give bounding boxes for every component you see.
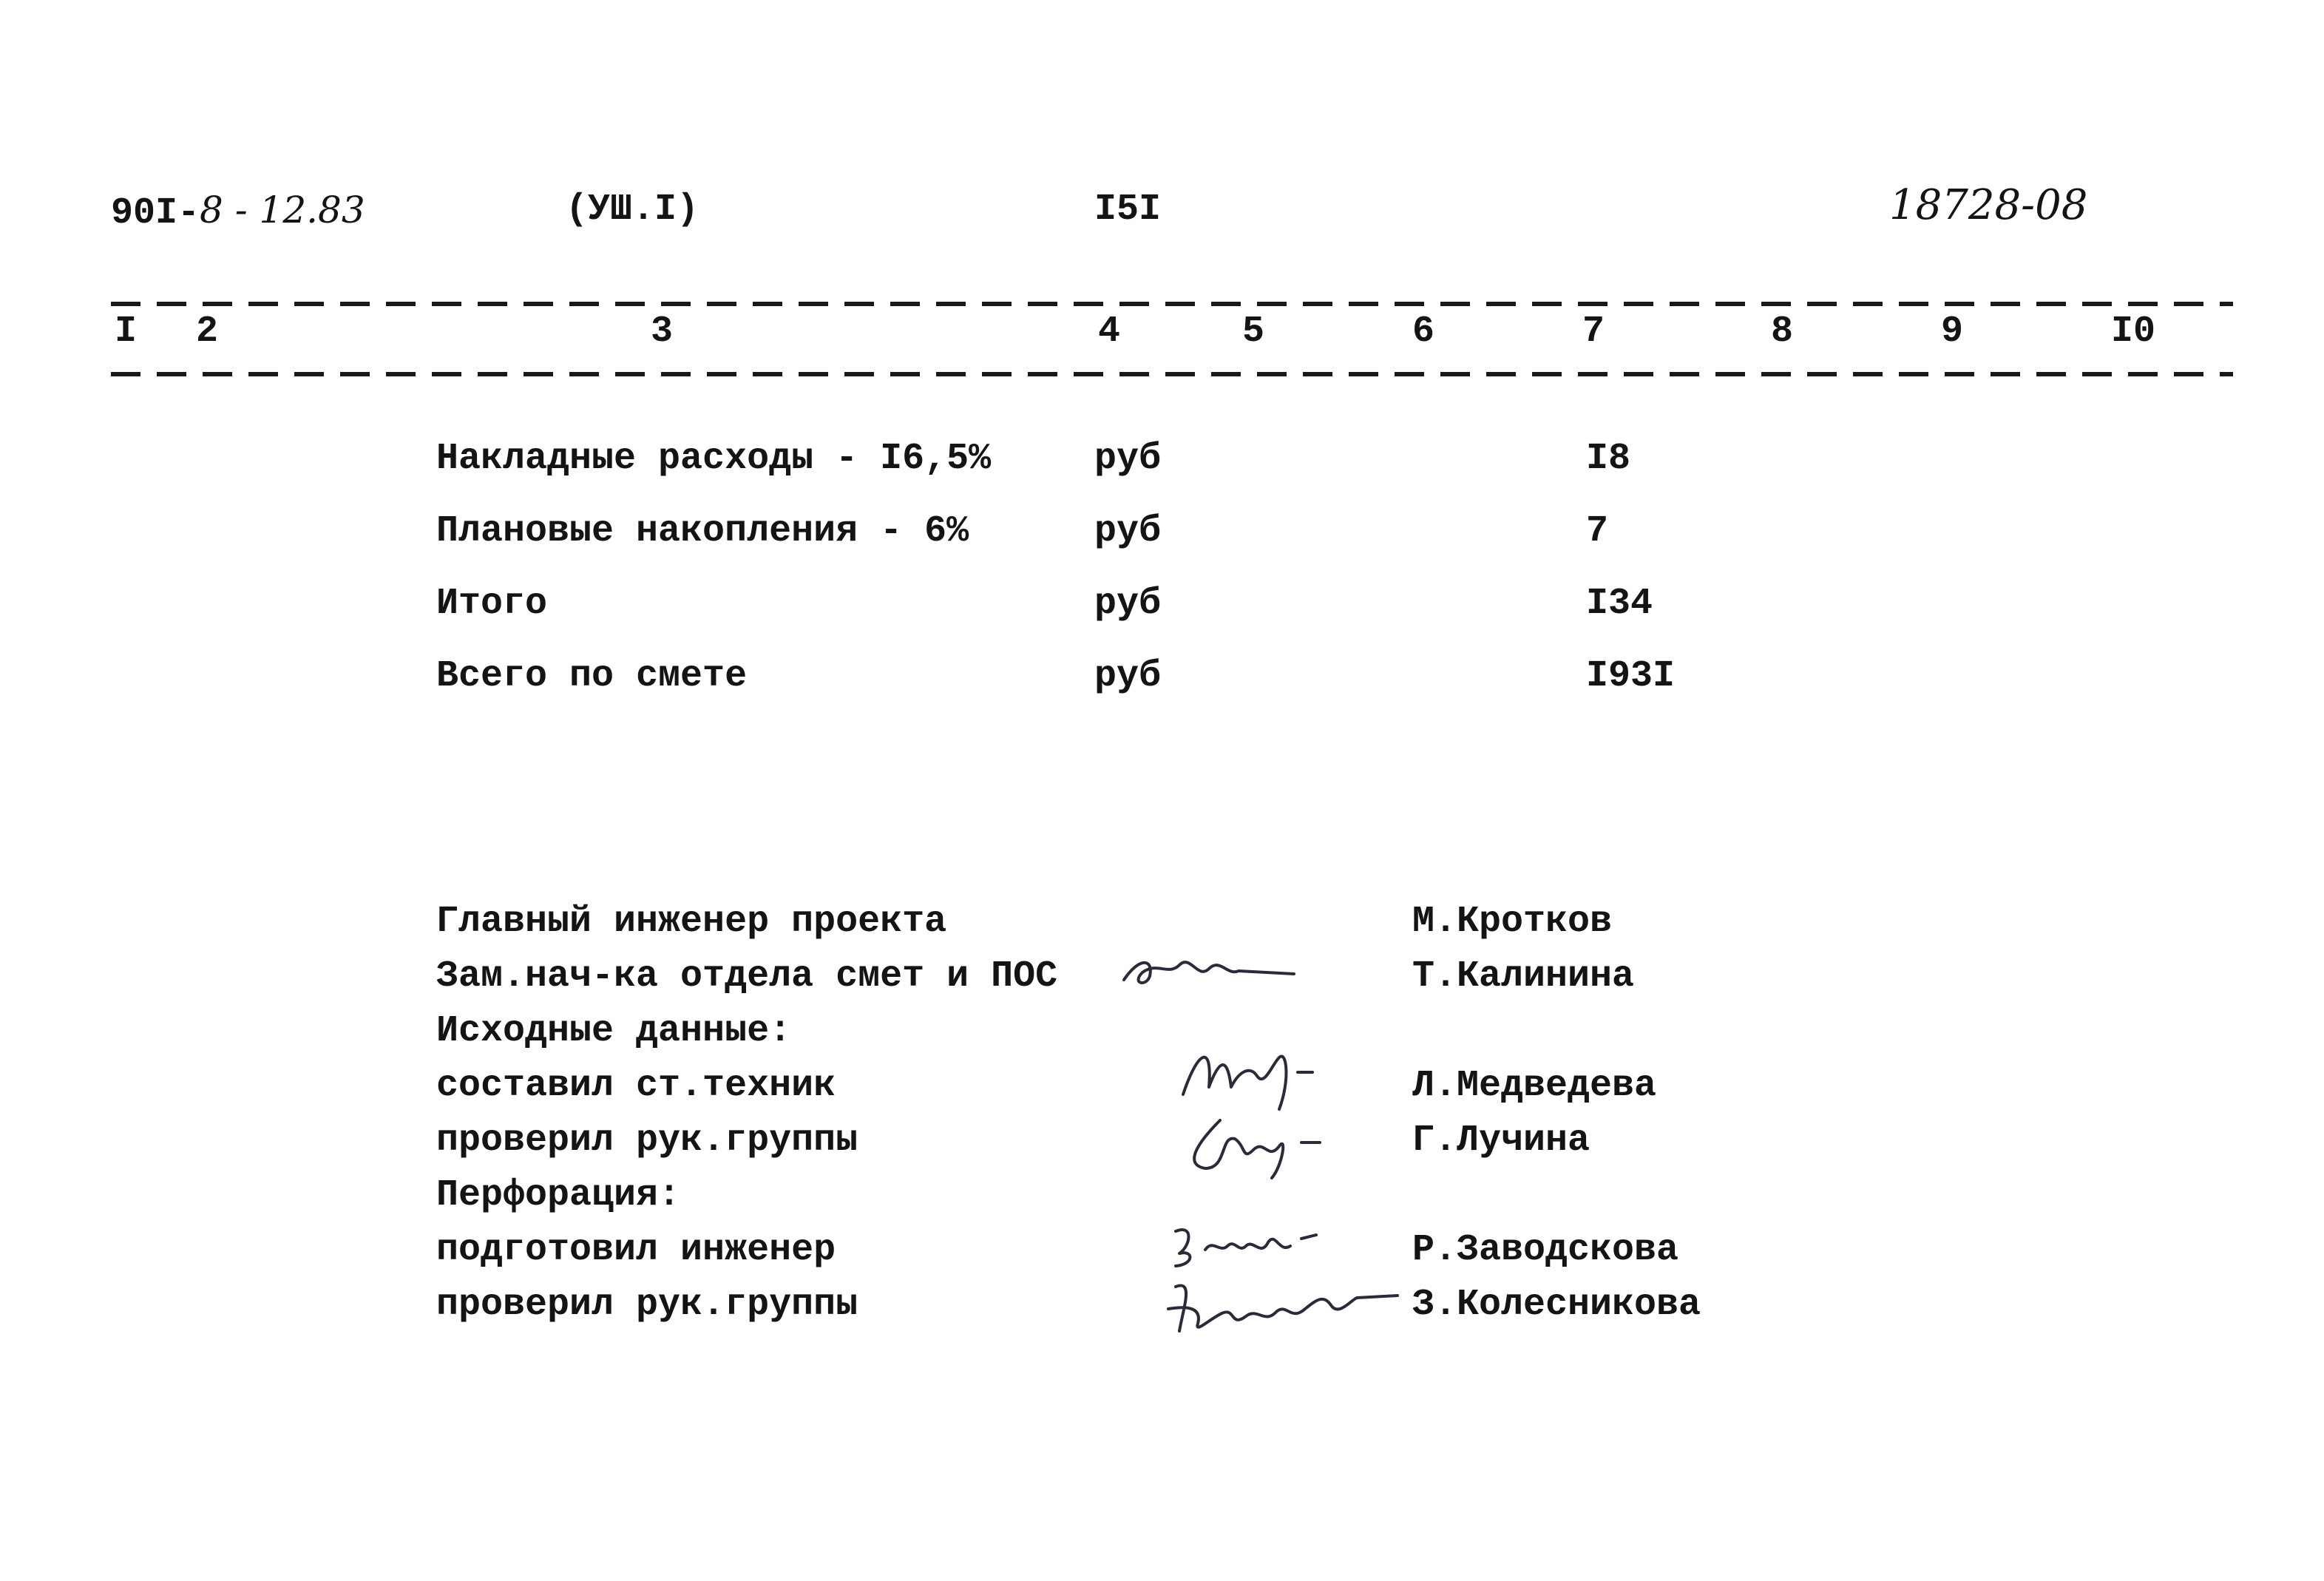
signatory-name: Р.Заводскова [1412, 1229, 1679, 1271]
signatory-name: З.Колесникова [1412, 1284, 1701, 1326]
column-number-5: 5 [1242, 311, 1265, 353]
handwritten-signature [1168, 1035, 1346, 1117]
project-code-handwritten: 8 - 12.83 [200, 189, 365, 231]
signatory-name: Г.Лучина [1412, 1120, 1590, 1162]
column-number-6: 6 [1412, 311, 1435, 353]
handwritten-signature [1165, 1213, 1327, 1272]
page-number: I5I [1094, 189, 1162, 231]
dashed-rule-top [111, 302, 2233, 306]
signature-role: подготовил инженер [436, 1229, 836, 1271]
inventory-number: 18728-08 [1889, 181, 2088, 229]
signature-section-heading: Исходные данные: [436, 1010, 792, 1052]
row-value: I93I [1586, 655, 1676, 697]
column-number-9: 9 [1941, 311, 1964, 353]
row-unit: руб [1094, 438, 1162, 480]
signature-section-heading: Перфорация: [436, 1174, 681, 1216]
column-number-4: 4 [1098, 311, 1121, 353]
column-number-2: 2 [196, 311, 219, 353]
column-number-3: 3 [651, 311, 674, 353]
project-code-printed: 90I- [111, 192, 200, 234]
row-value: I8 [1586, 438, 1631, 480]
signature-role: проверил рук.группы [436, 1120, 858, 1162]
signature-role: составил ст.техник [436, 1065, 836, 1107]
signature-role: Главный инженер проекта [436, 901, 947, 943]
row-value: 7 [1586, 510, 1609, 552]
handwritten-signature [1176, 1106, 1346, 1179]
row-name: Всего по смете [436, 655, 748, 697]
row-name: Плановые накопления - 6% [436, 510, 969, 552]
column-number-8: 8 [1771, 311, 1794, 353]
row-value: I34 [1586, 583, 1653, 625]
signature-role: проверил рук.группы [436, 1284, 858, 1326]
column-number-7: 7 [1582, 311, 1605, 353]
project-code [111, 189, 365, 234]
signatory-name: Т.Калинина [1412, 955, 1635, 998]
handwritten-signature [1117, 943, 1309, 995]
row-unit: руб [1094, 510, 1162, 552]
handwritten-signature [1161, 1265, 1405, 1346]
column-number-10: I0 [2111, 311, 2156, 353]
signatory-name: Л.Медведева [1412, 1065, 1657, 1107]
signatory-name: М.Кротков [1412, 901, 1613, 943]
row-name: Итого [436, 583, 548, 625]
dashed-rule-bottom [111, 372, 2233, 376]
column-number-1: I [115, 311, 138, 353]
signature-role: Зам.нач-ка отдела смет и ПОС [436, 955, 1058, 998]
row-name: Накладные расходы - I6,5% [436, 438, 992, 480]
section-label: (УШ.I) [566, 189, 699, 231]
row-unit: руб [1094, 655, 1162, 697]
row-unit: руб [1094, 583, 1162, 625]
